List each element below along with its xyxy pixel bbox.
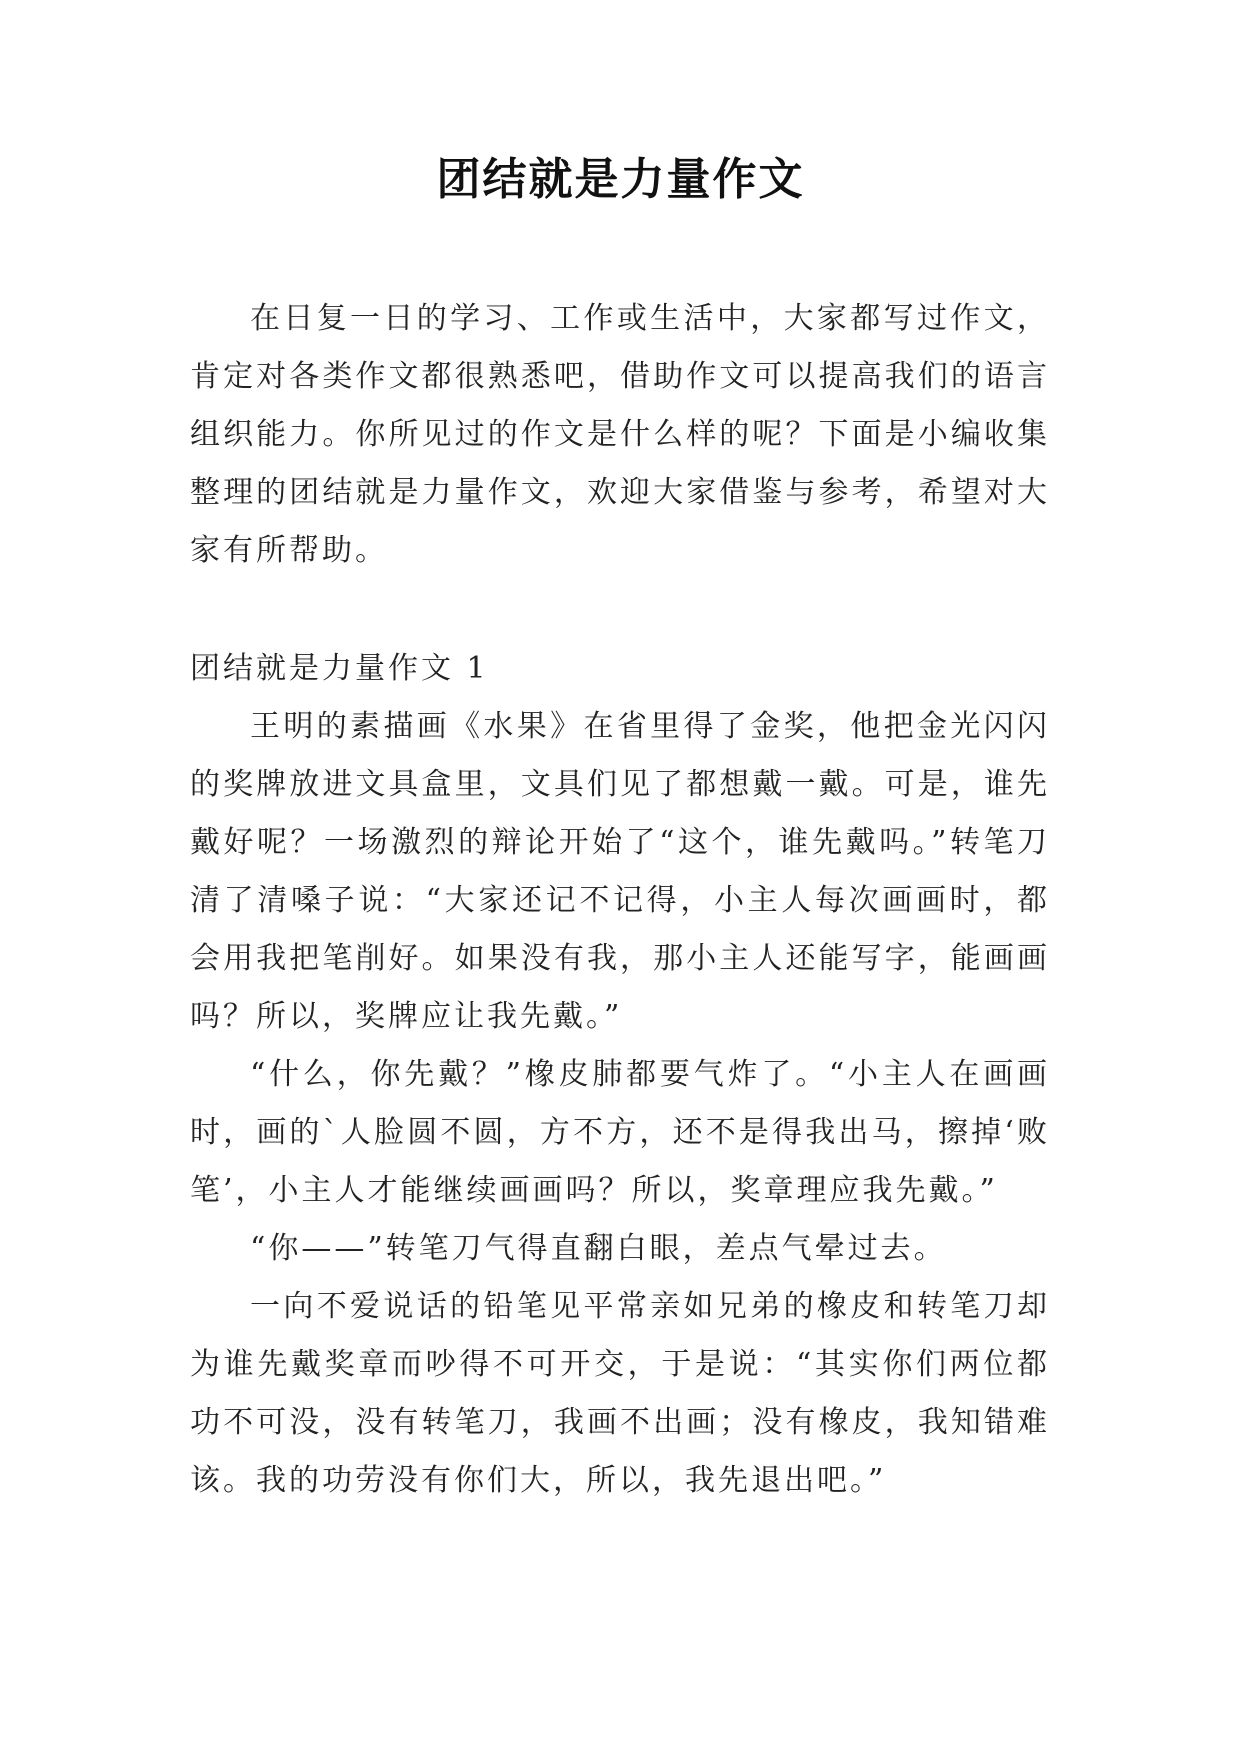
intro-block [190, 290, 1050, 580]
body-paragraph: “什么，你先戴？”橡皮肺都要气炸了。“小主人在画画时，画的`人脸圆不圆，方不方，还不是得我出马，擦掉‘败笔’，小主人才能继续画画吗？所以，奖章理应我先戴。” [190, 1057, 1050, 1208]
body-paragraph: “你——”转笔刀气得直翻白眼，差点气晕过去。 [250, 1231, 947, 1266]
intro-paragraph: 在日复一日的学习、工作或生活中，大家都写过作文，肯定对各类作文都很熟悉吧，借助作文可以提高我们的语言组织能力。你所见过的作文是什么样的呢？下面是小编收集整理的团结就是力量作文，欢迎大家借鉴与参考，希望对大家有所帮助。 [190, 301, 1050, 568]
section-heading: 团结就是力量作文 1 [190, 651, 489, 686]
essay-section [190, 640, 1050, 1510]
document-title: 团结就是力量作文 [436, 154, 805, 205]
body-paragraph: 王明的素描画《水果》在省里得了金奖，他把金光闪闪的奖牌放进文具盒里，文具们见了都想戴一戴。可是，谁先戴好呢？一场激烈的辩论开始了“这个，谁先戴吗。”转笔刀清了清嗓子说：“大家还记不记得，小主人每次画画时，都会用我把笔削好。如果没有我，那小主人还能写字，能画画吗？所以，奖牌应让我先戴。” [190, 709, 1050, 1034]
body-paragraph: 一向不爱说话的铅笔见平常亲如兄弟的橡皮和转笔刀却为谁先戴奖章而吵得不可开交，于是说：“其实你们两位都功不可没，没有转笔刀，我画不出画；没有橡皮，我知错难该。我的功劳没有你们大，所以，我先退出吧。” [190, 1289, 1050, 1498]
